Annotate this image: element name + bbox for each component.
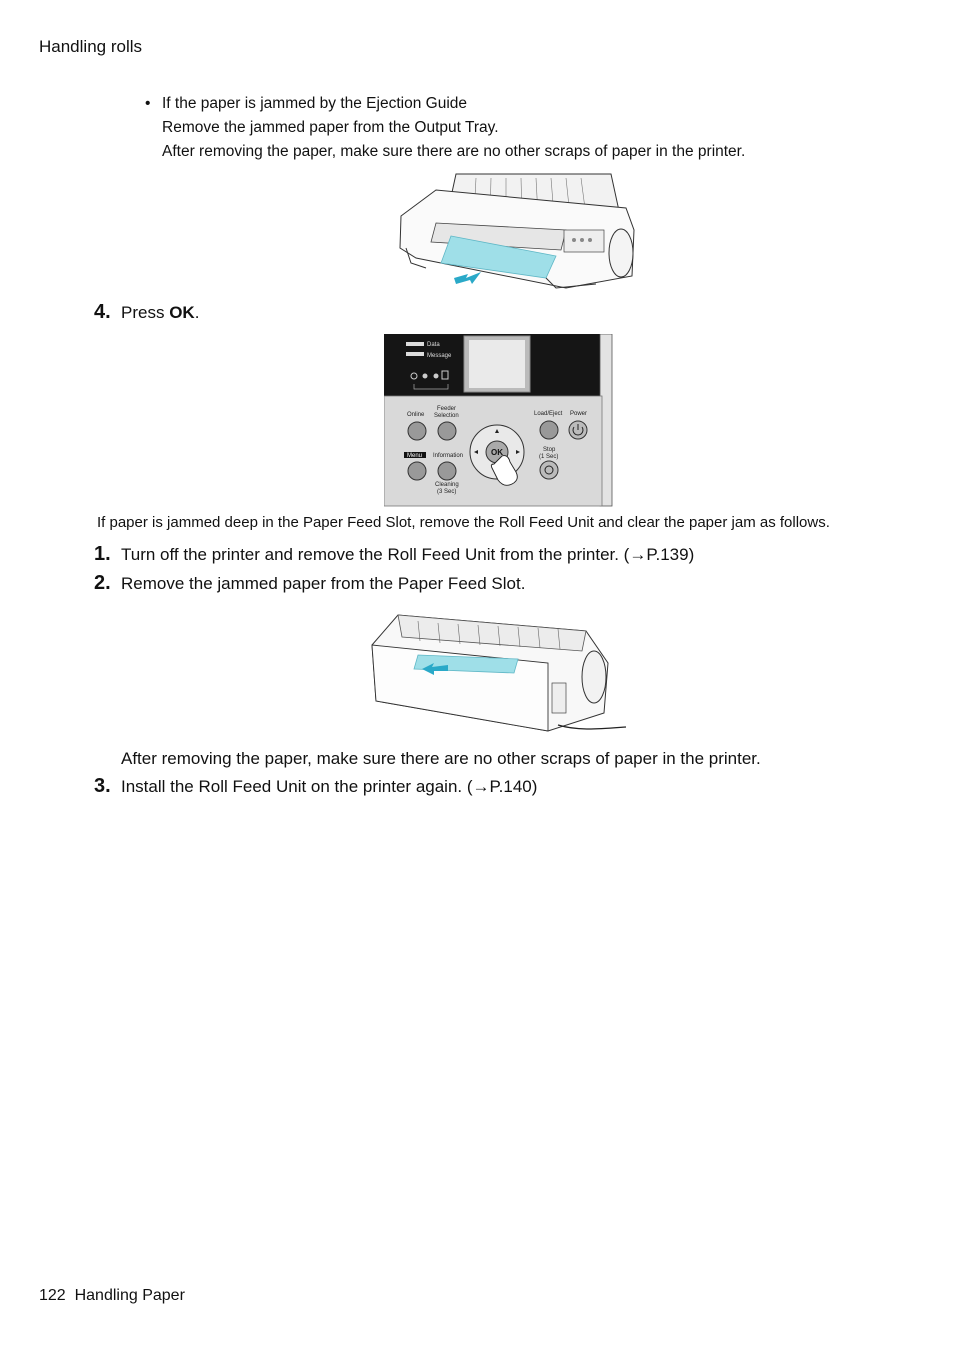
menu-button[interactable] — [408, 462, 426, 480]
step-number: 4. — [94, 301, 111, 323]
power-label: Power — [570, 411, 588, 417]
information-label: Information — [433, 453, 464, 459]
step-number: 2. — [94, 572, 111, 594]
feeder-label-2: Selection — [434, 413, 459, 419]
stop-label-1: Stop — [543, 447, 556, 453]
indicator-data-label: Data — [427, 342, 440, 348]
cleaning-label-1: Cleaning — [435, 482, 459, 488]
control-panel-illustration — [384, 334, 614, 508]
stop-button[interactable] — [540, 461, 558, 479]
bullet-marker: • — [145, 95, 151, 112]
cleaning-label-2: (3 Sec) — [437, 489, 457, 495]
menu-label: Menu — [407, 453, 423, 459]
feeder-label-1: Feeder — [437, 406, 457, 412]
load-eject-button[interactable] — [540, 421, 558, 439]
indicator-message-label: Message — [427, 353, 452, 359]
footer-title: Handling Paper — [74, 1287, 185, 1304]
step-1 — [94, 543, 694, 566]
step-number: 3. — [94, 775, 111, 797]
step-2 — [94, 572, 525, 595]
ok-button-label: OK — [491, 448, 503, 457]
paper-feed-slot-jam-illustration — [368, 603, 630, 739]
step-text: Turn off the printer and remove the Roll Feed Unit from the printer. (→P.139) — [121, 545, 695, 564]
bullet-block — [145, 92, 745, 164]
feeder-selection-button[interactable] — [438, 422, 456, 440]
stop-label-2: (1 Sec) — [539, 454, 559, 460]
bullet-heading: If the paper is jammed by the Ejection Guide — [162, 95, 467, 112]
printer-output-jam-illustration — [396, 168, 640, 294]
step-text-end: . — [194, 303, 200, 322]
bullet-line-2: Remove the jammed paper from the Output Tray. — [162, 119, 499, 136]
information-button[interactable] — [438, 462, 456, 480]
step-text: Press — [121, 303, 170, 322]
step-3 — [94, 775, 537, 798]
page-footer — [39, 1287, 185, 1305]
step-text: Remove the jammed paper from the Paper Feed Slot. — [121, 574, 526, 593]
step-4 — [94, 301, 199, 324]
page-number: 122 — [39, 1287, 66, 1304]
step-text: Install the Roll Feed Unit on the printer again. (→P.140) — [121, 777, 538, 796]
bullet-line-3: After removing the paper, make sure there are no other scraps of paper in the printer. — [162, 143, 746, 160]
ok-label: OK — [169, 303, 195, 322]
note-paragraph: If paper is jammed deep in the Paper Feed Slot, remove the Roll Feed Unit and clear the paper jam as follows. — [97, 514, 830, 531]
after-removal-note: After removing the paper, make sure there are no other scraps of paper in the printer. — [121, 749, 761, 768]
online-label: Online — [407, 412, 425, 418]
online-button[interactable] — [408, 422, 426, 440]
running-header: Handling rolls — [39, 37, 142, 56]
step-number: 1. — [94, 543, 111, 565]
load-eject-label: Load/Eject — [534, 411, 563, 417]
